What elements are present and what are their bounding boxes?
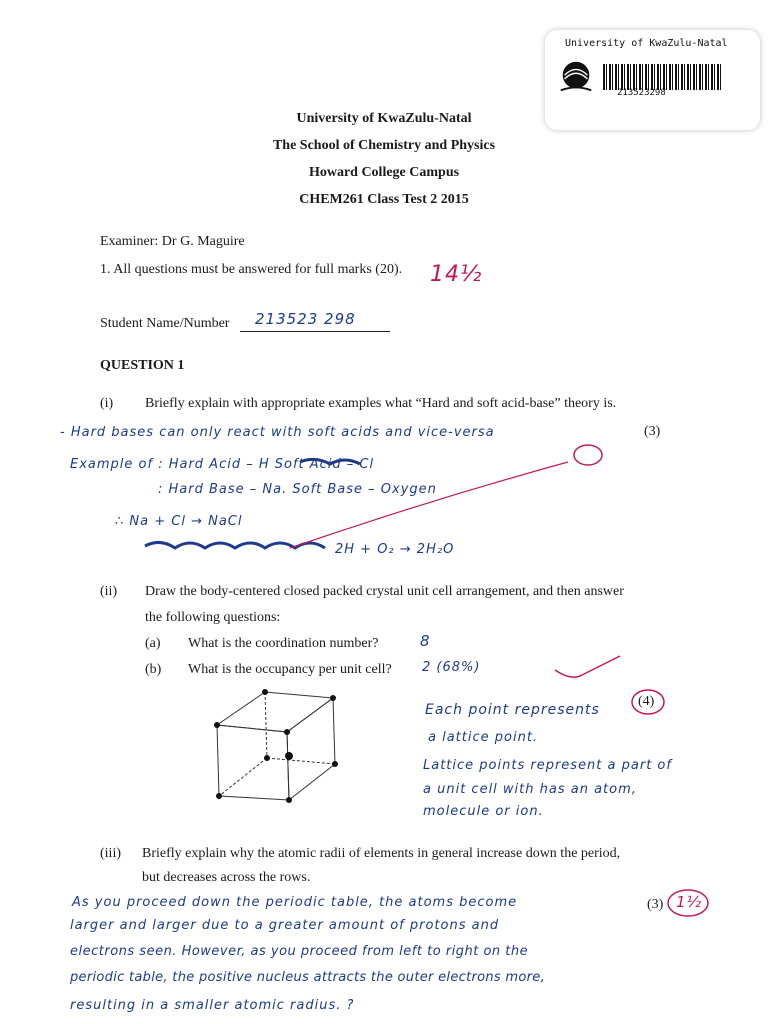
part-i-answer-line-5: 2H + O₂ → 2H₂O (335, 542, 455, 557)
part-iii-score: 1½ (676, 893, 703, 911)
student-number: 213523 298 (255, 310, 356, 328)
question-title: QUESTION 1 (100, 358, 185, 373)
part-i-answer-line-2: Example of : Hard Acid – H Soft Acid – Cl (70, 457, 375, 472)
part-ii-note-1: Each point represents (425, 702, 600, 718)
part-i-answer-line-1: - Hard bases can only react with soft acids and vice-versa (60, 425, 495, 440)
tick-mark (555, 656, 620, 677)
part-ii-note-2: a lattice point. (428, 730, 539, 745)
part-ii-a-text: What is the coordination number? (188, 636, 379, 651)
unit-cell-sketch (205, 680, 340, 810)
part-ii-note-4: a unit cell with has an atom, (423, 782, 637, 797)
part-ii-text-1: Draw the body-centered closed packed crystal unit cell arrangement, and then answer (145, 584, 624, 599)
examiner-line: Examiner: Dr G. Maguire (100, 234, 245, 249)
part-iii-text-1: Briefly explain why the atomic radii of elements in general increase down the period, (142, 846, 621, 861)
part-i-text: Briefly explain with appropriate examples what “Hard and soft acid-base” theory is. (145, 396, 617, 411)
total-score: 14½ (430, 262, 483, 287)
part-ii-a-answer: 8 (420, 632, 431, 650)
part-ii-label: (ii) (100, 584, 118, 599)
part-ii-note-5: molecule or ion. (423, 804, 544, 819)
barcode-number: 213523298 (617, 88, 666, 98)
part-i-marks: (3) (644, 424, 661, 439)
part-iii-answer-2: larger and larger due to a greater amount of protons and (70, 918, 500, 933)
part-i-label: (i) (100, 396, 114, 411)
part-iii-answer-1: As you proceed down the periodic table, the atoms become (72, 895, 518, 910)
grading-strike-line (290, 462, 568, 548)
part-i-answer-line-3: : Hard Base – Na. Soft Base – Oxygen (158, 482, 437, 497)
header-school: The School of Chemistry and Physics (272, 138, 496, 153)
part-ii-marks: (4) (638, 694, 655, 709)
part-ii-note-3: Lattice points represent a part of (423, 758, 672, 773)
part-iii-label: (iii) (100, 846, 121, 861)
header-campus: Howard College Campus (308, 165, 460, 180)
part-ii-b-answer: 2 (68%) (422, 660, 481, 675)
part-i-answer-line-4: ∴ Na + Cl → NaCl (115, 514, 243, 529)
part-ii-b-text: What is the occupancy per unit cell? (188, 662, 392, 677)
zero-mark (574, 445, 602, 465)
sticker-institution: University of KwaZulu-Natal (565, 38, 728, 49)
student-label: Student Name/Number (100, 316, 230, 331)
header-test-title: CHEM261 Class Test 2 2015 (299, 192, 469, 207)
part-ii-a-label: (a) (145, 636, 161, 651)
part-iii-text-2: but decreases across the rows. (142, 870, 311, 885)
part-iii-marks: (3) (647, 897, 664, 912)
header-university: University of KwaZulu-Natal (296, 111, 472, 126)
instruction-line: 1. All questions must be answered for full marks (20). (100, 262, 403, 277)
part-iii-answer-5: resulting in a smaller atomic radius. ? (70, 998, 355, 1013)
part-ii-text-2: the following questions: (145, 610, 281, 625)
part-ii-b-label: (b) (145, 662, 162, 677)
part-iii-answer-4: periodic table, the positive nucleus attracts the outer electrons more, (70, 970, 546, 985)
part-iii-answer-3: electrons seen. However, as you proceed from left to right on the (70, 944, 529, 959)
scribble-out-2 (300, 459, 360, 464)
